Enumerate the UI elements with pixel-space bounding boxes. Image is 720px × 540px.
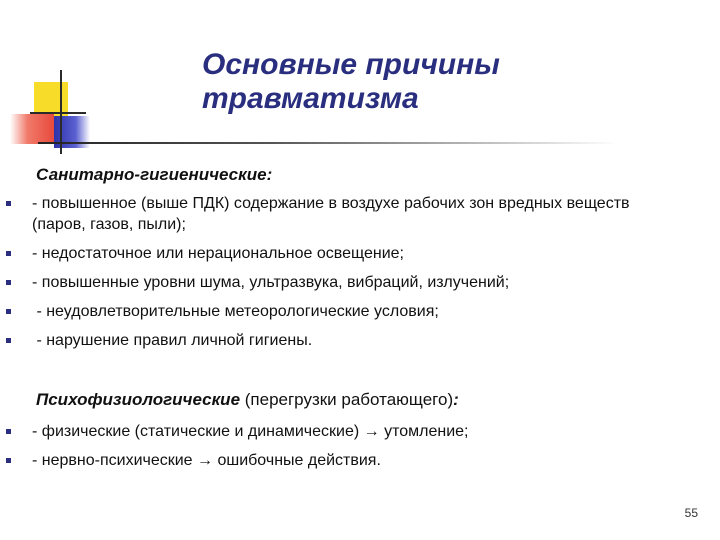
title-line-1: Основные причины bbox=[202, 48, 500, 81]
sanitary-list bbox=[0, 193, 680, 351]
section-heading-sanitary bbox=[36, 165, 272, 185]
list-item-text: - повышенные уровни шума, ультразвука, вибраций, излучений; bbox=[32, 274, 510, 291]
section-heading-psycho bbox=[36, 390, 459, 410]
psycho-list bbox=[0, 421, 680, 471]
list-item bbox=[0, 421, 680, 442]
bullet-icon bbox=[6, 338, 11, 343]
bullet-icon bbox=[6, 429, 11, 434]
section-heading-psycho-text: Психофизиологические bbox=[36, 390, 241, 409]
title-line-2: травматизма bbox=[202, 82, 419, 115]
decorative-logo bbox=[0, 70, 110, 160]
list-item bbox=[0, 450, 680, 471]
list-item-text: - физические (статические и динамические) → утомление; bbox=[32, 423, 469, 440]
logo-yellow-square bbox=[34, 82, 68, 116]
list-item bbox=[0, 193, 680, 235]
bullet-icon bbox=[6, 458, 11, 463]
list-item-text: - неудовлетворительные метеорологические условия; bbox=[32, 303, 439, 320]
list-item-text: - нарушение правил личной гигиены. bbox=[32, 332, 313, 349]
bullet-icon bbox=[6, 280, 11, 285]
section-heading-sanitary-text: Санитарно-гигиенические: bbox=[36, 165, 273, 184]
logo-red-square bbox=[10, 114, 54, 144]
bullet-icon bbox=[6, 309, 11, 314]
list-item-text: - повышенное (выше ПДК) содержание в воздухе рабочих зон вредных веществ (паров, газов, пыли); bbox=[32, 195, 630, 233]
list-item bbox=[0, 272, 680, 293]
section-heading-psycho-note: (перегрузки работающего) bbox=[240, 390, 454, 409]
list-item bbox=[0, 330, 680, 351]
bullet-icon bbox=[6, 201, 11, 206]
page-number: 55 bbox=[684, 506, 698, 520]
section-heading-psycho-suffix: : bbox=[453, 390, 459, 409]
list-item bbox=[0, 301, 680, 322]
bullet-icon bbox=[6, 251, 11, 256]
title-divider bbox=[38, 142, 618, 144]
list-item bbox=[0, 243, 680, 264]
logo-horizontal-line bbox=[30, 112, 86, 114]
list-item-text: - недостаточное или нерациональное освещение; bbox=[32, 245, 404, 262]
slide-title bbox=[202, 48, 682, 116]
list-item-text: - нервно-психические → ошибочные действия. bbox=[32, 452, 381, 469]
